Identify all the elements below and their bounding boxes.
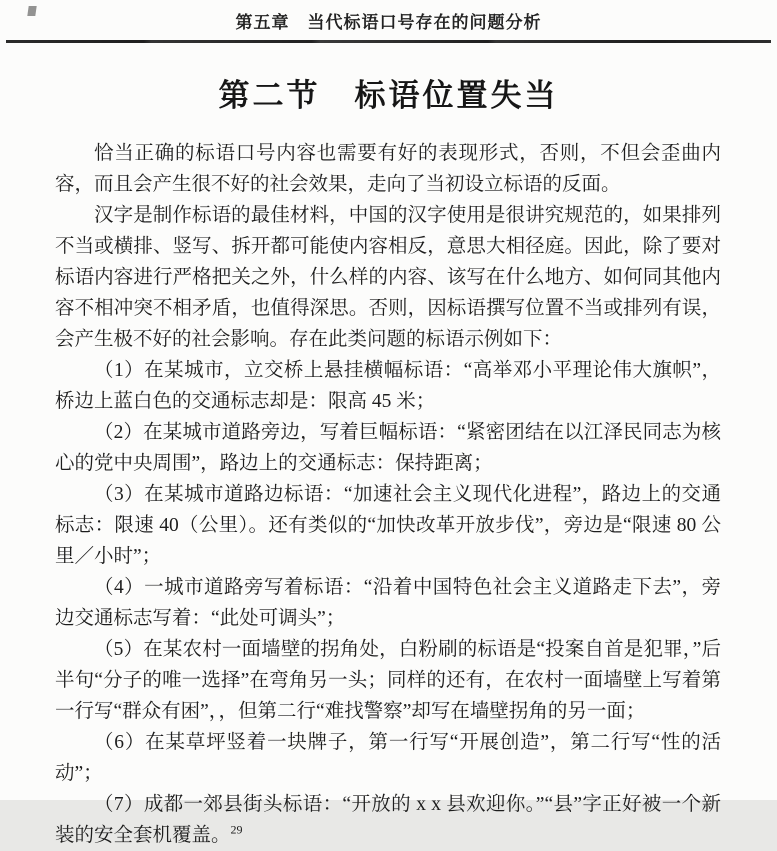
footnote-reference: 29 [230, 822, 243, 837]
example-item-4: （4）一城市道路旁写着标语：“沿着中国特色社会主义道路走下去”，旁边交通标志写着：“此处可调头”； [55, 577, 721, 629]
body-text [0, 138, 777, 851]
example-item-6: （6）在某草坪竖着一块牌子，第一行写“开展创造”，第二行写“性的活动”； [55, 732, 721, 784]
example-item-3: （3）在某城市道路边标语：“加速社会主义现代化进程”，路边上的交通标志：限速 40（公里）。还有类似的“加快改革开放步伐”，旁边是“限速 80 公里／小时”； [55, 484, 721, 567]
header-rule [6, 40, 771, 43]
example-item-2: （2）在某城市道路旁边，写着巨幅标语：“紧密团结在以江泽民同志为核心的党中央周围”，路边上的交通标志：保持距离； [55, 422, 721, 474]
example-item-7-text: （7）成都一郊县街头标语：“开放的 x x 县欢迎你。”“县”字正好被一个新装的安全套机覆盖。 [55, 794, 721, 846]
intro-paragraph-1: 恰当正确的标语口号内容也需要有好的表现形式，否则，不但会歪曲内容，而且会产生很不好的社会效果，走向了当初设立标语的反面。 [55, 143, 721, 195]
example-item-5: （5）在某农村一面墙壁的拐角处，白粉刷的标语是“投案自首是犯罪，”后半句“分子的唯一选择”在弯角另一头；同样的还有，在农村一面墙壁上写着第一行写“群众有困”，，但第二行“难找警察”却写在墙壁拐角的另一面； [55, 639, 721, 722]
chapter-running-title: 第五章 当代标语口号存在的问题分析 [235, 13, 542, 32]
scan-artifact [27, 6, 36, 16]
example-item-1: （1）在某城市，立交桥上悬挂横幅标语：“高举邓小平理论伟大旗帜”，桥边上蓝白色的交通标志却是：限高 45 米； [55, 360, 721, 412]
example-item-7 [55, 789, 721, 851]
intro-paragraph-2: 汉字是制作标语的最佳材料，中国的汉字使用是很讲究规范的，如果排列不当或横排、竖写、拆开都可能使内容相反，意思大相径庭。因此，除了要对标语内容进行严格把关之外，什么样的内容、该写在什么地方、如何同其他内容不相冲突不相矛盾，也值得深思。否则，因标语撰写位置不当或排列有误，会产生极不好的社会影响。存在此类问题的标语示例如下： [55, 205, 721, 350]
section-title: 第二节 标语位置失当 [218, 78, 559, 113]
page-header [0, 0, 777, 43]
